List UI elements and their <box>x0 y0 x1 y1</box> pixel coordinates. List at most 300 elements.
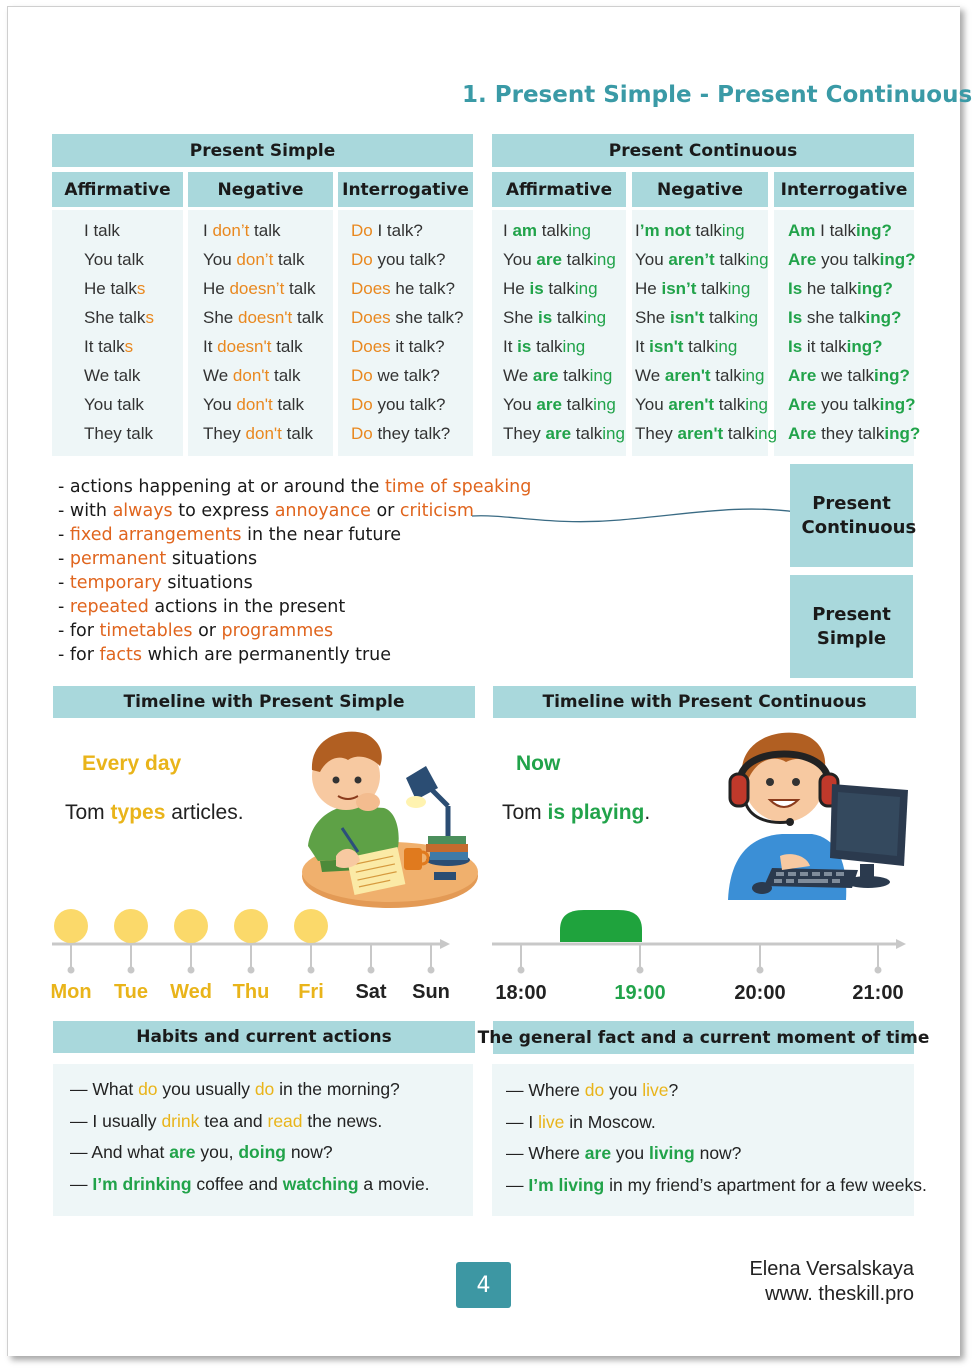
example-line <box>70 1074 430 1106</box>
example-text: watching <box>282 1173 359 1194</box>
pc-interrogative-row-part: Am <box>788 221 816 240</box>
pc-negative-row-part: ing <box>754 424 778 443</box>
usage-text: - <box>58 525 70 545</box>
timeline-continuous-label: Now <box>516 752 561 775</box>
pc-negative-row-part: isn't <box>649 337 684 356</box>
usage-list <box>58 475 531 667</box>
pc-interrogative-row-part: it talk <box>802 337 847 356</box>
timeline-day-label: Sun <box>412 981 450 1003</box>
pc-interrogative-row-part: Is <box>788 308 803 327</box>
ps-negative-row-part: She <box>203 308 238 327</box>
pc-affirmative-row-part: We <box>503 366 533 385</box>
pc-negative-row-part: He <box>635 279 662 298</box>
page-number-badge <box>456 1262 511 1308</box>
usage-text: annoyance <box>274 501 371 521</box>
pc-interrogative-row <box>788 361 920 390</box>
pc-affirmative-row-part: ing <box>583 308 607 327</box>
pc-affirmative-row-part: ing <box>574 279 598 298</box>
ps-interrogative-row-part: you talk? <box>372 250 446 269</box>
timeline-tick-dot <box>637 967 644 974</box>
usage-text: which are permanently true <box>142 645 392 665</box>
pc-negative-row <box>635 361 777 390</box>
pc-col-negative: Negative <box>632 172 768 207</box>
example-text: ? <box>668 1080 679 1100</box>
example-text: do <box>138 1079 158 1099</box>
pc-negative-row-part: talk <box>683 337 715 356</box>
examples-continuous-list <box>506 1075 927 1201</box>
example-text: — Where <box>506 1080 585 1100</box>
pc-negative-row-part: You <box>635 250 669 269</box>
usage-text: or <box>370 501 400 521</box>
pc-interrogative-row-part: Are <box>788 366 817 385</box>
usage-text: to express <box>172 501 275 521</box>
ps-negative-row-part: don’t <box>212 221 250 240</box>
ps-negative-row <box>203 274 323 303</box>
present-continuous-header: Present Continuous <box>492 134 914 167</box>
pc-negative-row <box>635 303 777 332</box>
sentence-object: articles. <box>165 801 244 824</box>
example-text: drink <box>161 1110 200 1131</box>
ps-affirmative-row <box>84 419 154 448</box>
example-text: are <box>169 1142 196 1162</box>
usage-text: - actions happening at or around the <box>58 477 385 497</box>
pc-interrogative-row-part: ing? <box>856 221 892 240</box>
pc-affirmative-row-part: They <box>503 424 546 443</box>
usage-item <box>58 523 531 547</box>
usage-text: - for <box>58 645 100 665</box>
timeline-day-marker <box>174 909 208 943</box>
ps-negative-row-part: doesn't <box>217 337 272 356</box>
pc-negative-row-part: isn't <box>669 308 705 327</box>
timeline-continuous-axis <box>490 906 915 984</box>
usage-text: always <box>112 501 173 521</box>
pc-affirmative-row-part: You <box>503 250 537 269</box>
pc-interrogative-row <box>788 245 920 274</box>
pc-col-affirmative: Affirmative <box>492 172 626 207</box>
side-box-present-simple <box>790 575 913 678</box>
pc-affirmative-row-part: talk <box>558 366 590 385</box>
ps-interrogative-row-part: Does <box>351 308 391 327</box>
ps-negative-row <box>203 216 323 245</box>
pc-col-interrogative: Interrogative <box>774 172 914 207</box>
connector-line <box>470 498 800 532</box>
pc-negative-row-part: ing <box>745 250 769 269</box>
pc-negative-row-part: aren’t <box>668 250 715 269</box>
timeline-continuous-header: Timeline with Present Continuous <box>493 686 916 718</box>
boy-writing-illustration <box>298 726 480 910</box>
ps-negative-row-part: don't <box>245 424 282 443</box>
example-text: in the morning? <box>274 1079 400 1099</box>
pc-affirmative-row-part: talk <box>561 250 594 269</box>
ps-interrogative-row-part: Do <box>351 221 373 240</box>
ps-affirmative-row-part: s <box>124 337 134 356</box>
ps-interrogative-row-part: I talk? <box>372 221 423 240</box>
usage-item <box>58 547 531 571</box>
example-text: in Moscow. <box>564 1111 656 1132</box>
ps-interrogative-row <box>351 303 463 332</box>
pc-negative-row-part: aren't <box>677 424 724 443</box>
example-text: you <box>604 1080 643 1100</box>
example-text: do <box>254 1079 275 1099</box>
usage-item <box>58 619 531 643</box>
ps-negative-row-part: don't <box>236 395 273 414</box>
pc-interrogative-row <box>788 332 920 361</box>
pc-negative-row-part: She <box>635 308 670 327</box>
timeline-day-label: Fri <box>298 981 324 1003</box>
usage-text: - for <box>58 621 100 641</box>
pc-interrogative-row-part: ing? <box>846 337 883 356</box>
timeline-day-label: Tue <box>113 981 149 1003</box>
ps-affirmative-row-part: s <box>145 308 154 327</box>
ps-affirmative-row <box>84 303 154 332</box>
usage-text: - <box>58 573 70 593</box>
present-simple-header: Present Simple <box>52 134 473 167</box>
timeline-day-label: Thu <box>232 981 270 1003</box>
ps-negative-row-part: talk <box>281 424 314 443</box>
examples-continuous-header: The general fact and a current moment of time <box>493 1021 914 1054</box>
pc-negative-row-part: talk <box>710 366 742 385</box>
ps-negative-row-part: You <box>203 395 237 414</box>
usage-text: - <box>58 597 70 617</box>
timeline-simple-axis <box>50 906 455 984</box>
pc-negative-row-part: talk <box>714 395 746 414</box>
pc-negative-row-part: isn’t <box>661 279 697 298</box>
ps-negative-row <box>203 419 323 448</box>
pc-negative-row-part: ’m not <box>639 221 691 240</box>
pc-interrogative-row-part: Are <box>788 395 817 414</box>
pc-affirmative-row <box>503 274 625 303</box>
pc-affirmative-row <box>503 216 625 245</box>
pc-affirmative-row-part: talk <box>571 424 603 443</box>
pc-negative-row-part: ing <box>721 221 745 240</box>
pc-negative-row-part: ing <box>727 279 751 298</box>
example-text: — <box>506 1174 529 1195</box>
ps-negative-row-part: talk <box>284 279 316 298</box>
pc-negative-row-part: It <box>635 337 650 356</box>
pc-affirmative-row-part: am <box>512 221 538 240</box>
website: www. theskill.pro <box>765 1283 914 1305</box>
ps-negative-row-part: talk <box>272 395 304 414</box>
pc-affirmative-row-part: is <box>517 337 532 356</box>
ps-affirmative-row-part: She talk <box>84 308 146 327</box>
ps-negative-row-part: talk <box>273 250 305 269</box>
ps-negative-row-part: He <box>203 279 230 298</box>
pc-affirmative-row <box>503 361 625 390</box>
pc-affirmative-row-part: talk <box>543 279 575 298</box>
timeline-tick-dot <box>188 967 195 974</box>
author-name: Elena Versalskaya <box>749 1258 914 1280</box>
pc-negative-row-part: talk <box>723 424 755 443</box>
usage-text: fixed arrangements <box>69 525 242 545</box>
pc-interrogative-row-part: they talk <box>816 424 885 443</box>
ps-interrogative-row-part: they talk? <box>372 424 451 443</box>
pc-negative-row-part: ing <box>741 366 765 385</box>
ps-interrogative-row-part: Do <box>351 250 373 269</box>
pc-affirmative-row-part: is <box>529 279 544 298</box>
examples-simple-list <box>70 1074 430 1200</box>
pc-negative-row-part: ing <box>735 308 759 327</box>
sentence-end: . <box>644 801 651 824</box>
pc-affirmative-row-part: I <box>503 221 513 240</box>
timeline-tick-dot <box>128 967 135 974</box>
example-text: tea and <box>199 1110 268 1131</box>
pc-negative-row-part: talk <box>690 221 722 240</box>
ps-negative-row-part: talk <box>292 308 324 327</box>
pc-affirmative-row <box>503 245 625 274</box>
pc-interrogative-row <box>788 390 920 419</box>
example-text: — I <box>506 1111 539 1132</box>
timeline-tick-dot <box>68 967 75 974</box>
pc-negative-row-part: ing <box>745 395 768 414</box>
ps-negative-row-part: talk <box>249 221 281 240</box>
example-text: you, <box>195 1142 239 1162</box>
ps-affirmative-row <box>84 390 154 419</box>
timeline-tick-dot <box>368 967 375 974</box>
ps-affirmative-row-part: We talk <box>84 366 141 385</box>
usage-text: permanent <box>69 549 167 569</box>
footer-credits <box>749 1257 914 1307</box>
pc-negative-row-part: talk <box>704 308 736 327</box>
example-line <box>506 1107 927 1139</box>
example-text: read <box>267 1110 303 1131</box>
ps-negative-row-part: You <box>203 250 237 269</box>
example-text: coffee and <box>191 1173 283 1194</box>
usage-text: repeated <box>69 597 149 617</box>
pc-negative-row-part: aren't <box>664 366 711 385</box>
timeline-day-label: Mon <box>50 981 92 1003</box>
pc-affirmative-row-part: ing <box>593 395 616 414</box>
ps-interrogative-row-part: it talk? <box>390 337 445 356</box>
pc-affirmative-row-part: ing <box>562 337 586 356</box>
pc-negative-row-part: We <box>635 366 665 385</box>
example-text: — I usually <box>70 1110 162 1131</box>
usage-text: programmes <box>221 621 334 641</box>
timeline-time-label: 21:00 <box>852 982 904 1004</box>
usage-item <box>58 475 531 499</box>
usage-item <box>58 571 531 595</box>
pc-negative-row <box>635 274 777 303</box>
ps-affirmative-row-part: You talk <box>84 250 144 269</box>
timeline-time-label: 20:00 <box>734 982 786 1004</box>
ps-negative-list <box>203 216 323 448</box>
example-text: — Where <box>506 1143 585 1163</box>
pc-negative-row-part: talk <box>714 250 746 269</box>
example-line <box>70 1169 430 1201</box>
timeline-day-marker <box>234 909 268 943</box>
example-text: doing <box>238 1142 286 1162</box>
ps-col-affirmative: Affirmative <box>52 172 183 207</box>
usage-text: - with <box>58 501 113 521</box>
ps-affirmative-row-part: s <box>136 279 146 298</box>
ps-col-negative: Negative <box>188 172 333 207</box>
pc-affirmative-row-part: It <box>503 337 518 356</box>
timeline-time-label: 18:00 <box>495 982 547 1004</box>
pc-interrogative-row-part: ing? <box>879 395 916 414</box>
example-line <box>70 1137 430 1169</box>
usage-text: in the near future <box>241 525 402 545</box>
pc-interrogative-row <box>788 419 920 448</box>
ps-affirmative-row-part: You talk <box>84 395 144 414</box>
pc-negative-row <box>635 390 777 419</box>
side-box-simple-label: Present Simple <box>812 603 891 649</box>
usage-text: criticism <box>399 501 474 521</box>
ps-negative-row <box>203 303 323 332</box>
pc-affirmative-row-part: ing <box>602 424 625 443</box>
pc-negative-row <box>635 332 777 361</box>
ps-negative-row-part: talk <box>271 337 303 356</box>
pc-interrogative-row <box>788 216 920 245</box>
sentence-verb: is playing <box>547 801 645 824</box>
ps-negative-row-part: We <box>203 366 233 385</box>
pc-interrogative-row-part: ing? <box>857 279 893 298</box>
usage-text: situations <box>166 549 258 569</box>
example-text: you usually <box>157 1079 255 1099</box>
ps-affirmative-row-part: It talk <box>84 337 125 356</box>
sentence-verb: types <box>110 801 166 824</box>
pc-interrogative-row-part: Is <box>788 279 803 298</box>
timeline-simple-sentence <box>65 801 244 825</box>
example-text: now? <box>694 1143 742 1163</box>
pc-interrogative-row-part: he talk <box>802 279 857 298</box>
ps-interrogative-row-part: she talk? <box>390 308 464 327</box>
timeline-arrow <box>896 939 906 949</box>
pc-affirmative-row <box>503 332 625 361</box>
ps-affirmative-row-part: I talk <box>84 221 120 240</box>
ps-interrogative-row-part: we talk? <box>372 366 440 385</box>
pc-interrogative-list <box>788 216 920 448</box>
ps-negative-row-part: doesn't <box>237 308 293 327</box>
pc-interrogative-row-part: ing? <box>879 250 916 269</box>
timeline-continuous-sentence <box>502 801 650 825</box>
pc-affirmative-row-part: ing <box>568 221 591 240</box>
timeline-tick-dot <box>308 967 315 974</box>
timeline-tick-dot <box>757 967 764 974</box>
sentence-subject: Tom <box>502 801 548 824</box>
pc-interrogative-row-part: ing? <box>884 424 921 443</box>
pc-negative-row-part: ing <box>714 337 738 356</box>
timeline-time-label: 19:00 <box>614 982 666 1004</box>
example-text: — And what <box>70 1142 170 1162</box>
timeline-day-marker <box>114 909 148 943</box>
ps-interrogative-row <box>351 390 463 419</box>
timeline-day-marker <box>294 909 328 943</box>
ps-negative-row <box>203 245 323 274</box>
timeline-simple-header: Timeline with Present Simple <box>53 686 475 718</box>
pc-negative-row <box>635 419 777 448</box>
ps-negative-row-part: I <box>203 221 213 240</box>
ps-affirmative-row <box>84 245 154 274</box>
pc-affirmative-row-part: are <box>545 424 572 443</box>
pc-negative-row-part: I <box>635 221 640 240</box>
ps-interrogative-row-part: Does <box>351 337 391 356</box>
pc-negative-list <box>635 216 777 448</box>
usage-text: or <box>192 621 222 641</box>
ps-interrogative-row-part: Do <box>351 424 373 443</box>
example-text: live <box>642 1080 669 1100</box>
pc-interrogative-row-part: Is <box>788 337 803 356</box>
ps-affirmative-list <box>84 216 154 448</box>
ps-negative-row <box>203 390 323 419</box>
example-text: do <box>584 1080 605 1100</box>
pc-interrogative-row-part: ing? <box>865 308 902 327</box>
pc-affirmative-row-part: are <box>532 366 559 385</box>
pc-interrogative-row <box>788 274 920 303</box>
timeline-day-label: Wed <box>170 981 212 1003</box>
usage-text: actions in the present <box>148 597 346 617</box>
pc-interrogative-row-part: she talk <box>802 308 866 327</box>
pc-affirmative-row-part: are <box>536 395 562 414</box>
usage-text: time of speaking <box>384 477 532 497</box>
usage-text: timetables <box>99 621 193 641</box>
ps-affirmative-row <box>84 361 154 390</box>
example-line <box>70 1106 430 1138</box>
pc-affirmative-row-part: ing <box>589 366 613 385</box>
ps-interrogative-row-part: he talk? <box>390 279 455 298</box>
ps-affirmative-row <box>84 216 154 245</box>
usage-item <box>58 643 531 667</box>
timeline-tick-dot <box>518 967 525 974</box>
example-line <box>506 1075 927 1107</box>
usage-text: situations <box>161 573 253 593</box>
ps-affirmative-row-part: He talk <box>84 279 137 298</box>
pc-negative-row-part: aren't <box>668 395 715 414</box>
pc-affirmative-row-part: are <box>536 250 562 269</box>
side-box-present-continuous <box>790 464 917 567</box>
pc-negative-row-part: They <box>635 424 678 443</box>
ps-negative-row-part: They <box>203 424 246 443</box>
pc-interrogative-row-part: Are <box>788 250 817 269</box>
pc-affirmative-row-part: is <box>537 308 553 327</box>
example-text: now? <box>285 1142 333 1162</box>
ps-negative-row-part: don’t <box>236 250 274 269</box>
examples-simple-header: Habits and current actions <box>53 1021 475 1053</box>
timeline-day-label: Sat <box>355 981 387 1003</box>
pc-interrogative-row-part: Are <box>788 424 817 443</box>
timeline-tick-dot <box>248 967 255 974</box>
ps-interrogative-row <box>351 332 463 361</box>
pc-negative-row-part: You <box>635 395 669 414</box>
boy-gaming-illustration <box>722 724 914 902</box>
ps-negative-row <box>203 332 323 361</box>
ps-affirmative-row <box>84 274 154 303</box>
example-text: you <box>611 1143 650 1163</box>
ps-negative-row-part: It <box>203 337 218 356</box>
ps-interrogative-row-part: Does <box>351 279 391 298</box>
timeline-tick-dot <box>428 967 435 974</box>
pc-interrogative-row-part: ing? <box>874 366 910 385</box>
sentence-subject: Tom <box>65 801 111 824</box>
pc-interrogative-row-part: we talk <box>816 366 874 385</box>
pc-affirmative-row <box>503 390 625 419</box>
ps-interrogative-list <box>351 216 463 448</box>
pc-affirmative-row-part: She <box>503 308 538 327</box>
pc-affirmative-row-part: talk <box>561 395 594 414</box>
usage-item <box>58 595 531 619</box>
ps-interrogative-row <box>351 245 463 274</box>
timeline-tick-dot <box>875 967 882 974</box>
pc-affirmative-row-part: He <box>503 279 530 298</box>
ps-negative-row-part: doesn’t <box>229 279 285 298</box>
pc-affirmative-row <box>503 303 625 332</box>
example-text: I’m drinking <box>92 1173 192 1194</box>
ps-interrogative-row <box>351 361 463 390</box>
ps-interrogative-row-part: you talk? <box>372 395 446 414</box>
pc-negative-row-part: talk <box>696 279 728 298</box>
pc-interrogative-row-part: you talk <box>816 250 880 269</box>
pc-affirmative-list <box>503 216 625 448</box>
timeline-arrow <box>440 939 450 949</box>
page-title: 1. Present Simple - Present Continuous <box>462 82 973 108</box>
